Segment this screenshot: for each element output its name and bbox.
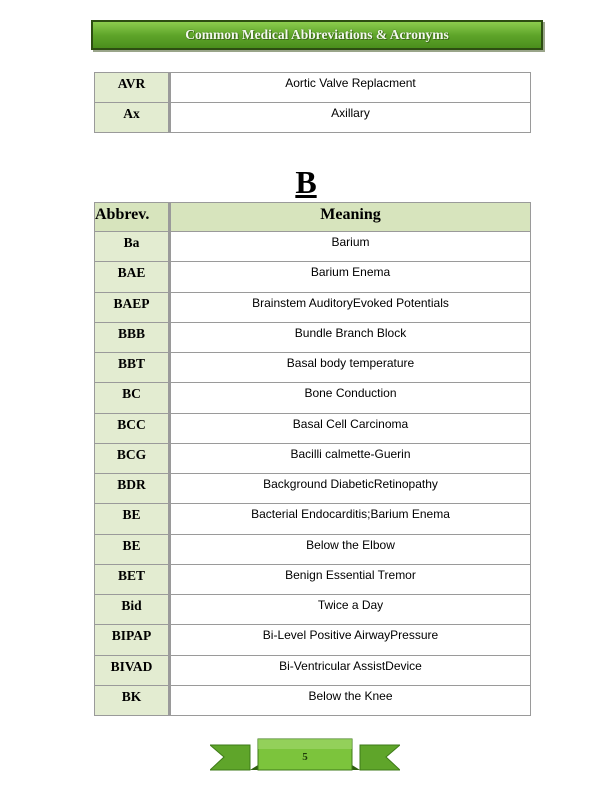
table-row xyxy=(95,595,531,625)
table-row xyxy=(95,383,531,413)
meaning-cell: Basal body temperature xyxy=(170,353,531,383)
meaning-cell: Brainstem AuditoryEvoked Potentials xyxy=(170,292,531,322)
meaning-cell: Bi-Ventricular AssistDevice xyxy=(170,655,531,685)
page-number: 5 xyxy=(302,751,308,763)
meaning-cell: Basal Cell Carcinoma xyxy=(170,413,531,443)
abbreviation-cell: BET xyxy=(95,564,170,594)
table-row xyxy=(95,353,531,383)
table-row xyxy=(95,655,531,685)
meaning-cell: Barium xyxy=(170,232,531,262)
abbreviation-cell: Ax xyxy=(95,103,170,133)
table-row xyxy=(95,504,531,534)
abbreviation-cell: BDR xyxy=(95,474,170,504)
abbreviation-cell: AVR xyxy=(95,73,170,103)
meaning-cell: Axillary xyxy=(170,103,531,133)
abbreviation-cell: Bid xyxy=(95,595,170,625)
table-row xyxy=(95,625,531,655)
column-header-abbreviation: Abbrev. xyxy=(95,203,170,232)
table-row xyxy=(95,564,531,594)
table-row xyxy=(95,73,531,103)
table-row xyxy=(95,534,531,564)
abbreviation-cell: Ba xyxy=(95,232,170,262)
abbreviation-cell: BE xyxy=(95,534,170,564)
table-row xyxy=(95,413,531,443)
section-heading: B xyxy=(295,164,317,200)
document-title: Common Medical Abbreviations & Acronyms xyxy=(185,27,449,42)
meaning-cell: Aortic Valve Replacment xyxy=(170,73,531,103)
abbreviation-cell: BBT xyxy=(95,353,170,383)
meaning-cell: Bacilli calmette-Guerin xyxy=(170,443,531,473)
abbreviations-table-a-continued xyxy=(94,72,531,133)
table-row xyxy=(95,443,531,473)
abbreviation-cell: BIVAD xyxy=(95,655,170,685)
abbreviation-cell: BC xyxy=(95,383,170,413)
meaning-cell: Barium Enema xyxy=(170,262,531,292)
abbreviation-cell: BE xyxy=(95,504,170,534)
table-row xyxy=(95,685,531,715)
abbreviation-cell: BCC xyxy=(95,413,170,443)
meaning-cell: Below the Knee xyxy=(170,685,531,715)
meaning-cell: Bacterial Endocarditis;Barium Enema xyxy=(170,504,531,534)
table-row xyxy=(95,322,531,352)
table-header-row xyxy=(95,203,531,232)
meaning-cell: Below the Elbow xyxy=(170,534,531,564)
meaning-cell: Background DiabeticRetinopathy xyxy=(170,474,531,504)
table-row xyxy=(95,232,531,262)
meaning-cell: Bundle Branch Block xyxy=(170,322,531,352)
column-header-meaning: Meaning xyxy=(170,203,531,232)
meaning-cell: Bi-Level Positive AirwayPressure xyxy=(170,625,531,655)
meaning-cell: Twice a Day xyxy=(170,595,531,625)
table-row xyxy=(95,103,531,133)
abbreviation-cell: BIPAP xyxy=(95,625,170,655)
abbreviation-cell: BAEP xyxy=(95,292,170,322)
table-row xyxy=(95,474,531,504)
meaning-cell: Bone Conduction xyxy=(170,383,531,413)
abbreviation-cell: BBB xyxy=(95,322,170,352)
table-row xyxy=(95,262,531,292)
abbreviations-table-b xyxy=(94,202,531,716)
abbreviation-cell: BK xyxy=(95,685,170,715)
meaning-cell: Benign Essential Tremor xyxy=(170,564,531,594)
abbreviation-cell: BAE xyxy=(95,262,170,292)
header-banner xyxy=(91,20,543,50)
abbreviation-cell: BCG xyxy=(95,443,170,473)
table-row xyxy=(95,292,531,322)
